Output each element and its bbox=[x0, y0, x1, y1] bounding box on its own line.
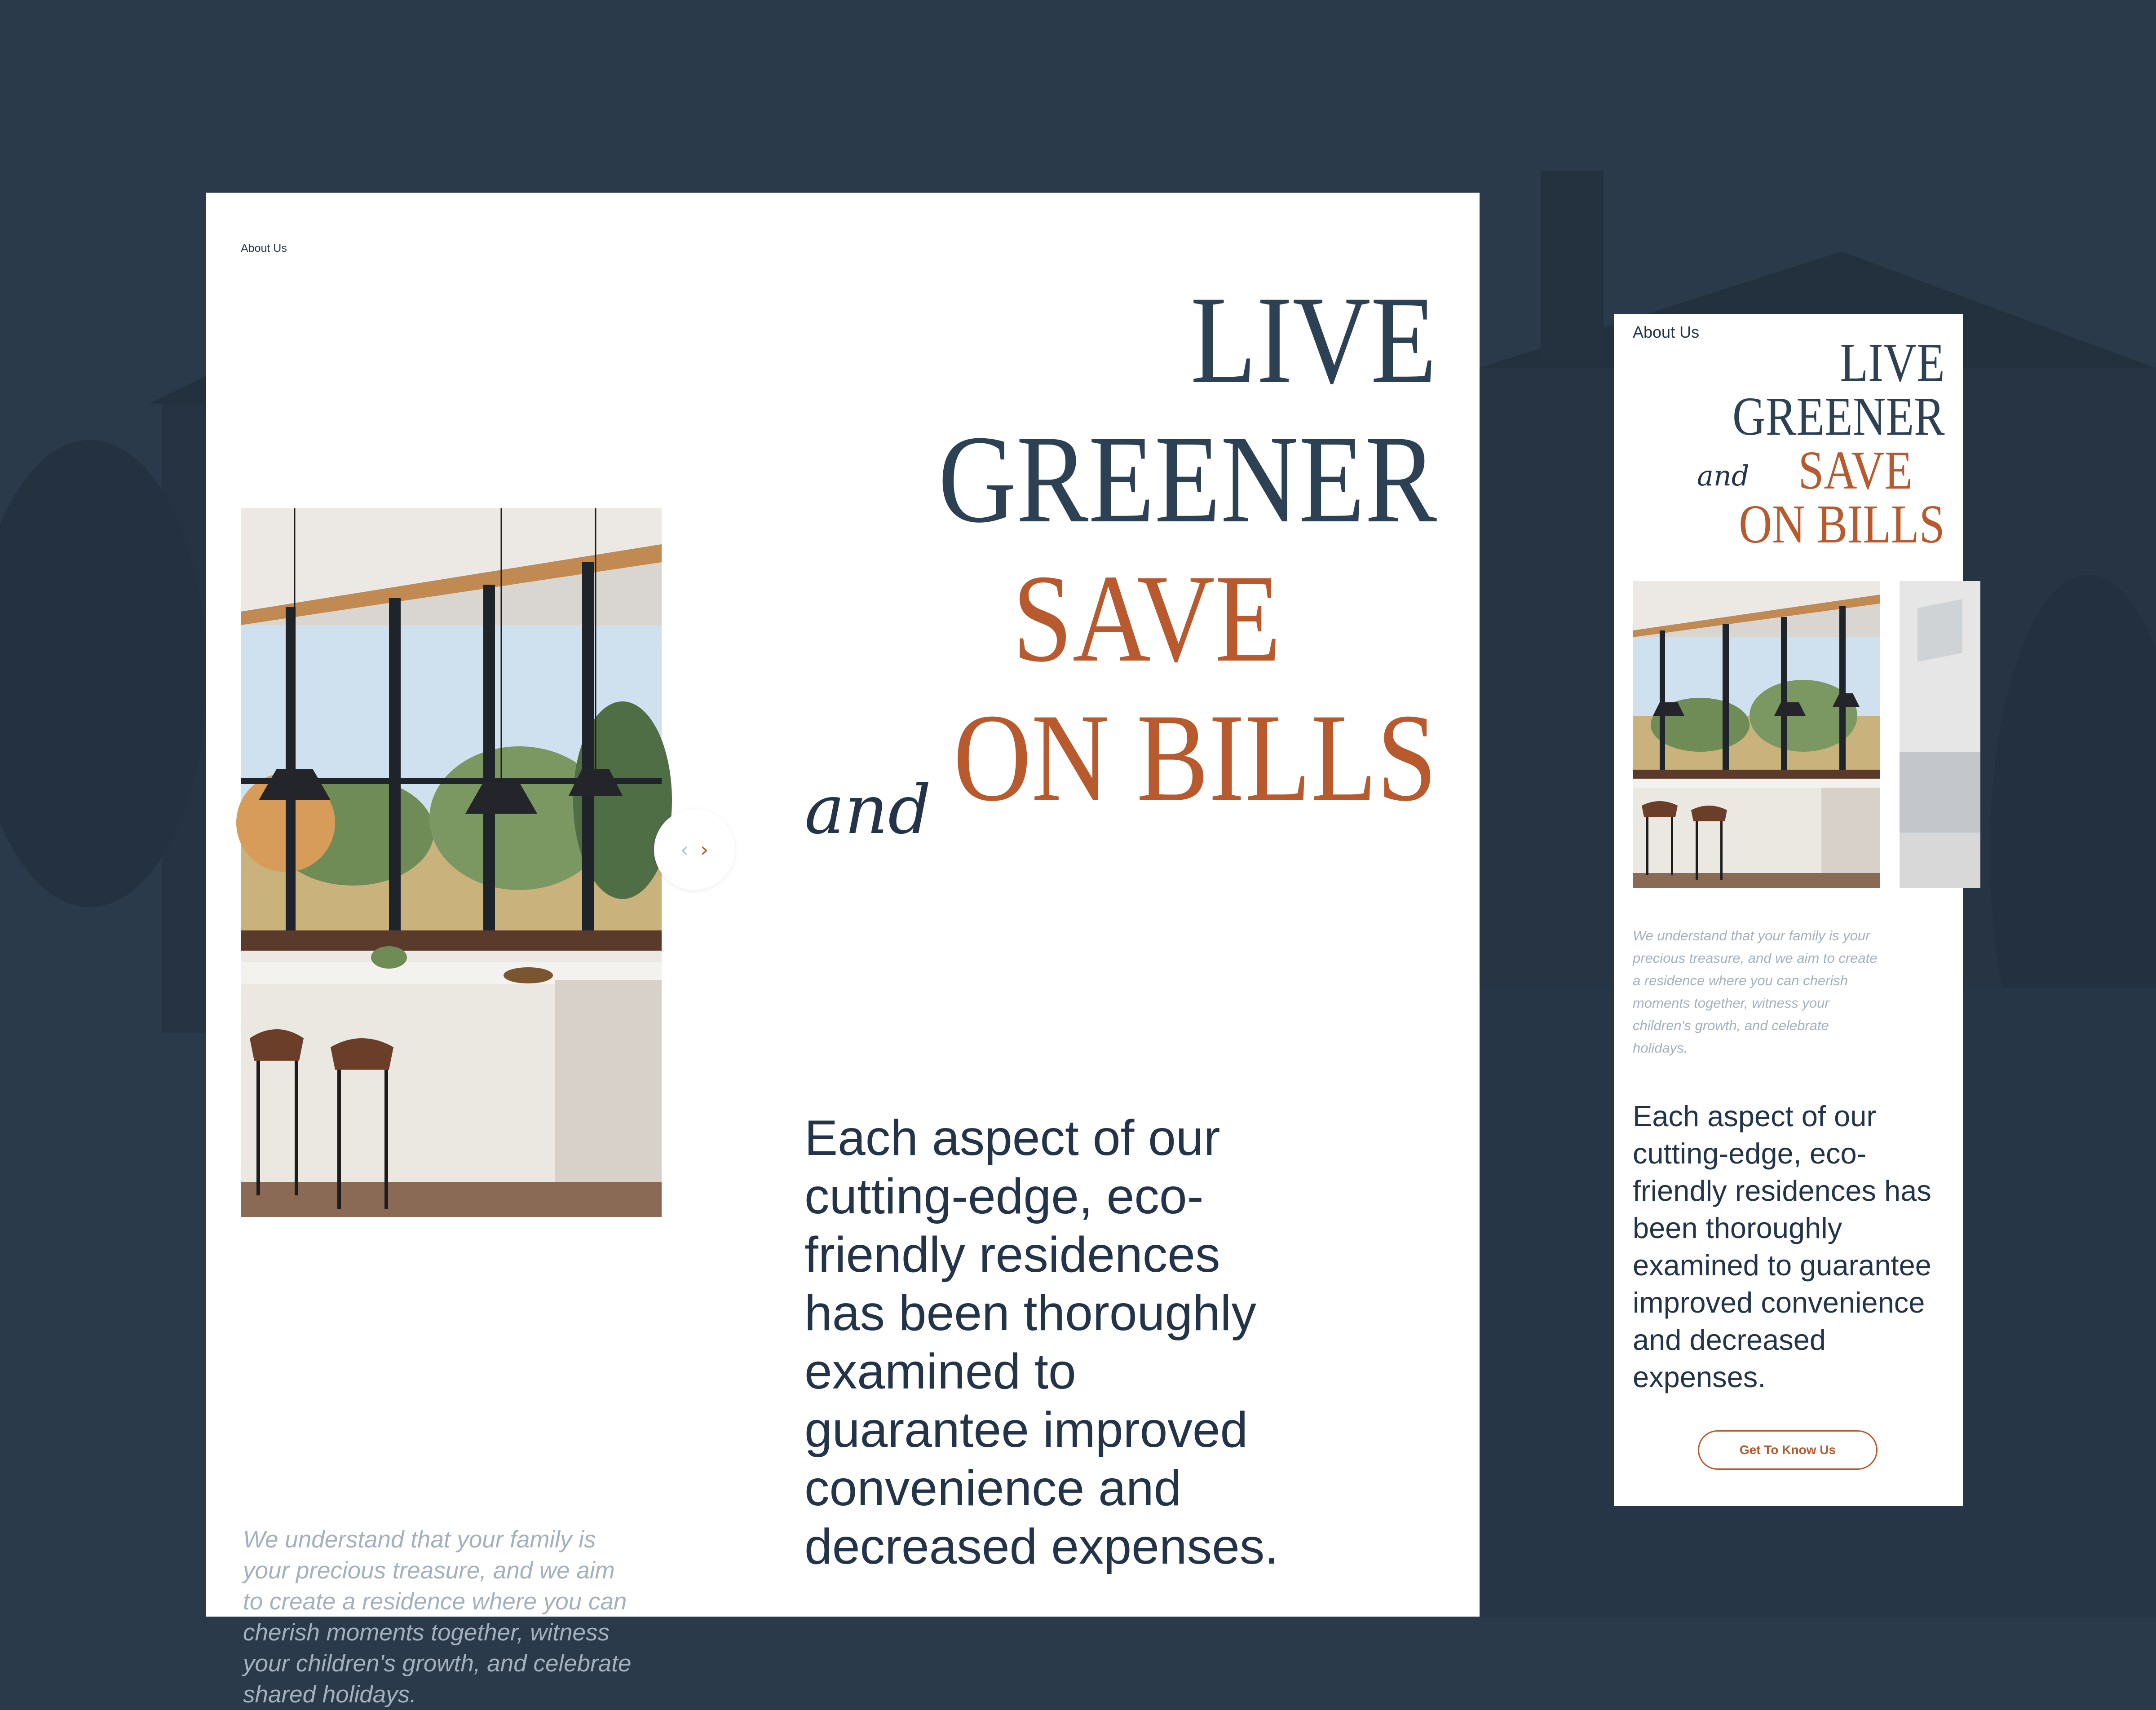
get-to-know-us-button[interactable]: Get To Know Us bbox=[1698, 1430, 1878, 1470]
nav-about-us-link[interactable]: About Us bbox=[1633, 323, 1700, 341]
headline-line-greener: GREENER bbox=[938, 409, 1437, 549]
headline-line-live: LIVE bbox=[1190, 270, 1437, 410]
chevron-left-icon[interactable]: ‹ bbox=[680, 837, 689, 862]
headline-line-on-bills: ON BILLS bbox=[953, 688, 1437, 827]
intro-italic-text: We understand that your family is your precious treasure, and we aim to create a residence where you can cherish moments together, witness your children's growth, and celebrate shared holidays. bbox=[243, 1526, 632, 1708]
desktop-preview-card bbox=[206, 193, 1480, 1708]
mobile-preview-card bbox=[1614, 314, 1963, 1506]
body-text: Each aspect of our cutting-edge, eco-friendly residences has been thoroughly examined to guarantee improved convenience and decreased expenses. bbox=[1633, 1100, 1931, 1393]
intro-italic-text: We understand that your family is your precious treasure, and we aim to create a residence where you can cherish moments together, witness your children's growth, and celebrate holidays. bbox=[1633, 928, 1878, 1056]
headline-line-live: LIVE bbox=[1840, 332, 1945, 393]
headline-line-save: SAVE bbox=[1798, 440, 1913, 501]
headline-line-greener: GREENER bbox=[1732, 386, 1945, 447]
slider-controls bbox=[654, 809, 735, 890]
living-room-photo bbox=[1900, 581, 1980, 888]
headline-line-save: SAVE bbox=[1012, 548, 1281, 688]
kitchen-photo bbox=[1633, 581, 1880, 888]
body-text: Each aspect of our cutting-edge, eco-friendly residences has been thoroughly examined to guarantee improved convenience and decreased expenses. bbox=[804, 1110, 1279, 1574]
headline-connector-and: and bbox=[1697, 459, 1750, 492]
nav-about-us-link[interactable]: About Us bbox=[241, 242, 287, 255]
kitchen-photo bbox=[241, 508, 662, 1217]
chevron-right-icon[interactable]: › bbox=[700, 837, 709, 862]
headline-line-on-bills: ON BILLS bbox=[1739, 494, 1945, 555]
headline-connector-and: and bbox=[804, 771, 932, 849]
